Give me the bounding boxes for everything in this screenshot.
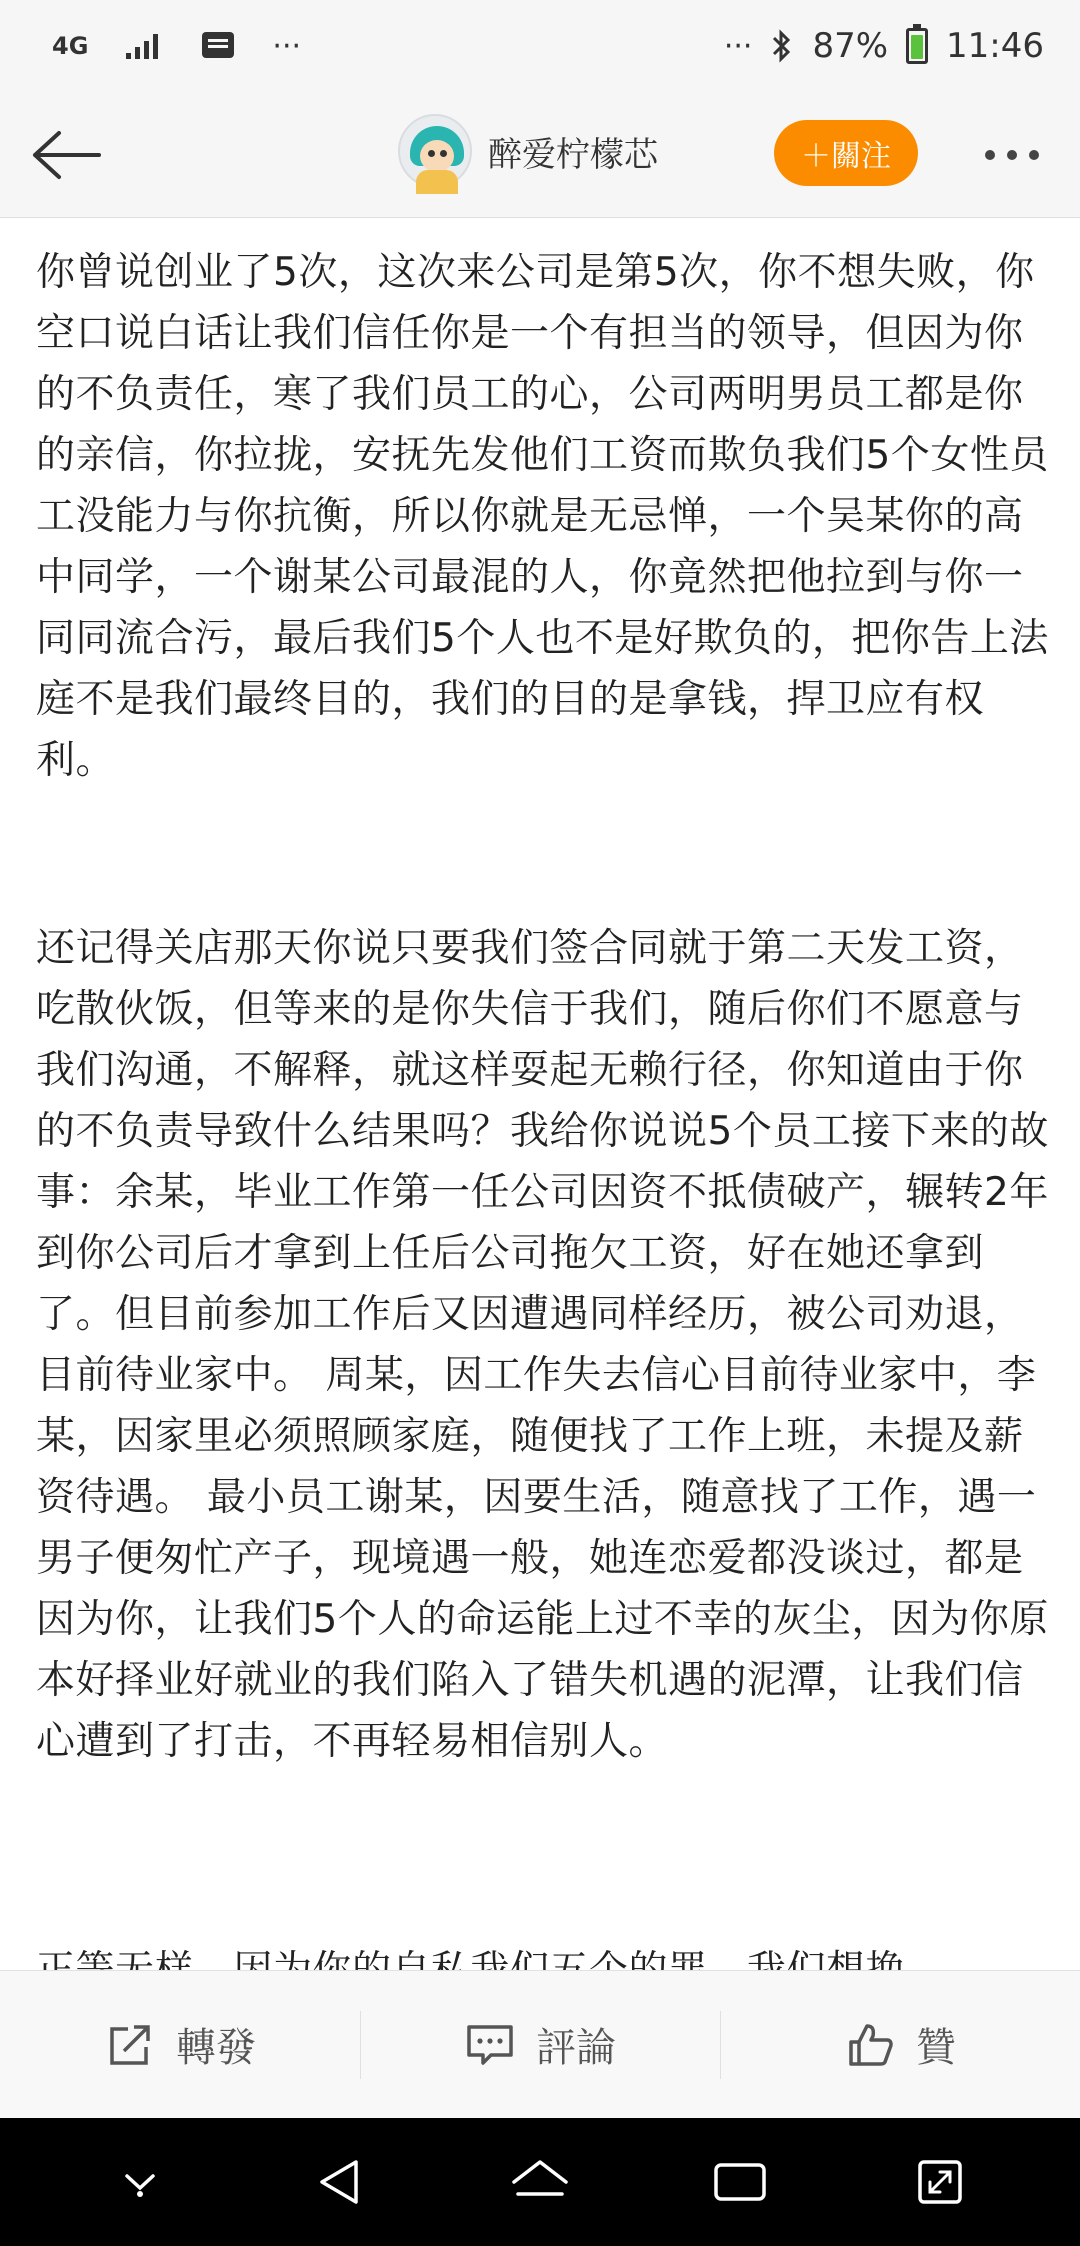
expand-button[interactable] (895, 2137, 985, 2227)
repost-icon (104, 2019, 156, 2071)
post-paragraph-2: 还记得关店那天你说只要我们签合同就于第二天发工资，吃散伙饭，但等来的是你失信于我们，随后你们不愿意与我们沟通，不解释，就这样耍起无赖行径，你知道由于你的不负责导致什么结果吗？我给你说说5个员工接下来的故事：余某，毕业工作第一任公司因资不抵债破产，辗转2年到你公司后才拿到上任后公司拖欠工资，好在她还拿到了。但目前参加工作后又因遭遇同样经历，被公司劝退，目前待业家中。 周某，因工作失去信心目前待业家中，李某，因家里必须照顾家庭，随便找了工作上班，未提及薪资待遇。 最小员工谢某，因要生活，随意找了工作，遇一男子便匆忙产子，现境遇一般，她连恋爱都没谈过，都是因为你，让我们5个人的命运能上过不幸的灰尘，因为你原本好择业好就业的我们陷入了错失机遇的泥潭，让我们信心遭到了打击，不再轻易相信别人。 (36, 926, 1049, 1764)
thumbs-up-icon (844, 2019, 896, 2071)
repost-label: 轉發 (176, 2025, 256, 2071)
collapse-icon (115, 2162, 165, 2202)
home-button[interactable] (495, 2137, 585, 2227)
network-label: 4G (52, 32, 89, 60)
more-options-button[interactable] (972, 130, 1052, 180)
post-content[interactable] (0, 218, 1080, 1970)
author-profile[interactable] (398, 114, 658, 188)
clock: 11:46 (946, 26, 1044, 66)
repost-button[interactable] (0, 1971, 360, 2118)
post-paragraph-1: 你曾说创业了5次，这次来公司是第5次，你不想失败，你空口说白话让我们信任你是一个有担当的领导，但因为你的不负责任，寒了我们员工的心，公司两明男员工都是你的亲信，你拉拢，安抚先发他们工资而欺负我们5个女性员工没能力与你抗衡，所以你就是无忌惮，一个吴某你的高中同学，一个谢某公司最混的人，你竟然把他拉到与你一同同流合污，最后我们5个人也不是好欺负的，把你告上法庭不是我们最终目的，我们的目的是拿钱，捍卫应有权利。 (36, 250, 1049, 783)
post-header (0, 92, 1080, 218)
message-icon (200, 30, 236, 62)
dot (985, 150, 995, 160)
system-nav-bar (0, 2118, 1080, 2246)
follow-button[interactable] (774, 120, 918, 186)
comment-icon (464, 2019, 516, 2071)
back-arrow-icon (29, 127, 103, 183)
signal-icon (124, 31, 164, 61)
home-icon (508, 2154, 572, 2210)
comment-label: 評論 (536, 2025, 616, 2071)
nav-back-button[interactable] (295, 2137, 385, 2227)
recents-icon (710, 2157, 770, 2207)
expand-icon (912, 2154, 968, 2210)
status-right (724, 26, 1044, 66)
like-button[interactable] (720, 1971, 1080, 2118)
like-label: 贊 (916, 2025, 956, 2071)
status-bar (0, 0, 1080, 92)
more-icon: ··· (723, 28, 753, 64)
collapse-button[interactable] (95, 2137, 185, 2227)
avatar[interactable] (398, 114, 472, 188)
more-notifications-icon: ··· (272, 28, 302, 64)
battery-percent: 87% (812, 26, 889, 66)
battery-icon (906, 28, 928, 64)
action-bar (0, 1970, 1080, 2118)
follow-label: ＋關注 (801, 139, 891, 174)
back-button[interactable] (26, 118, 106, 192)
author-name[interactable]: 醉爱柠檬芯 (488, 134, 658, 175)
comment-button[interactable] (360, 1971, 720, 2118)
network-type (52, 34, 88, 58)
status-left (52, 29, 301, 64)
bluetooth-icon (770, 28, 794, 64)
back-triangle-icon (312, 2154, 368, 2210)
recents-button[interactable] (695, 2137, 785, 2227)
dot (1007, 150, 1017, 160)
dot (1029, 150, 1039, 160)
